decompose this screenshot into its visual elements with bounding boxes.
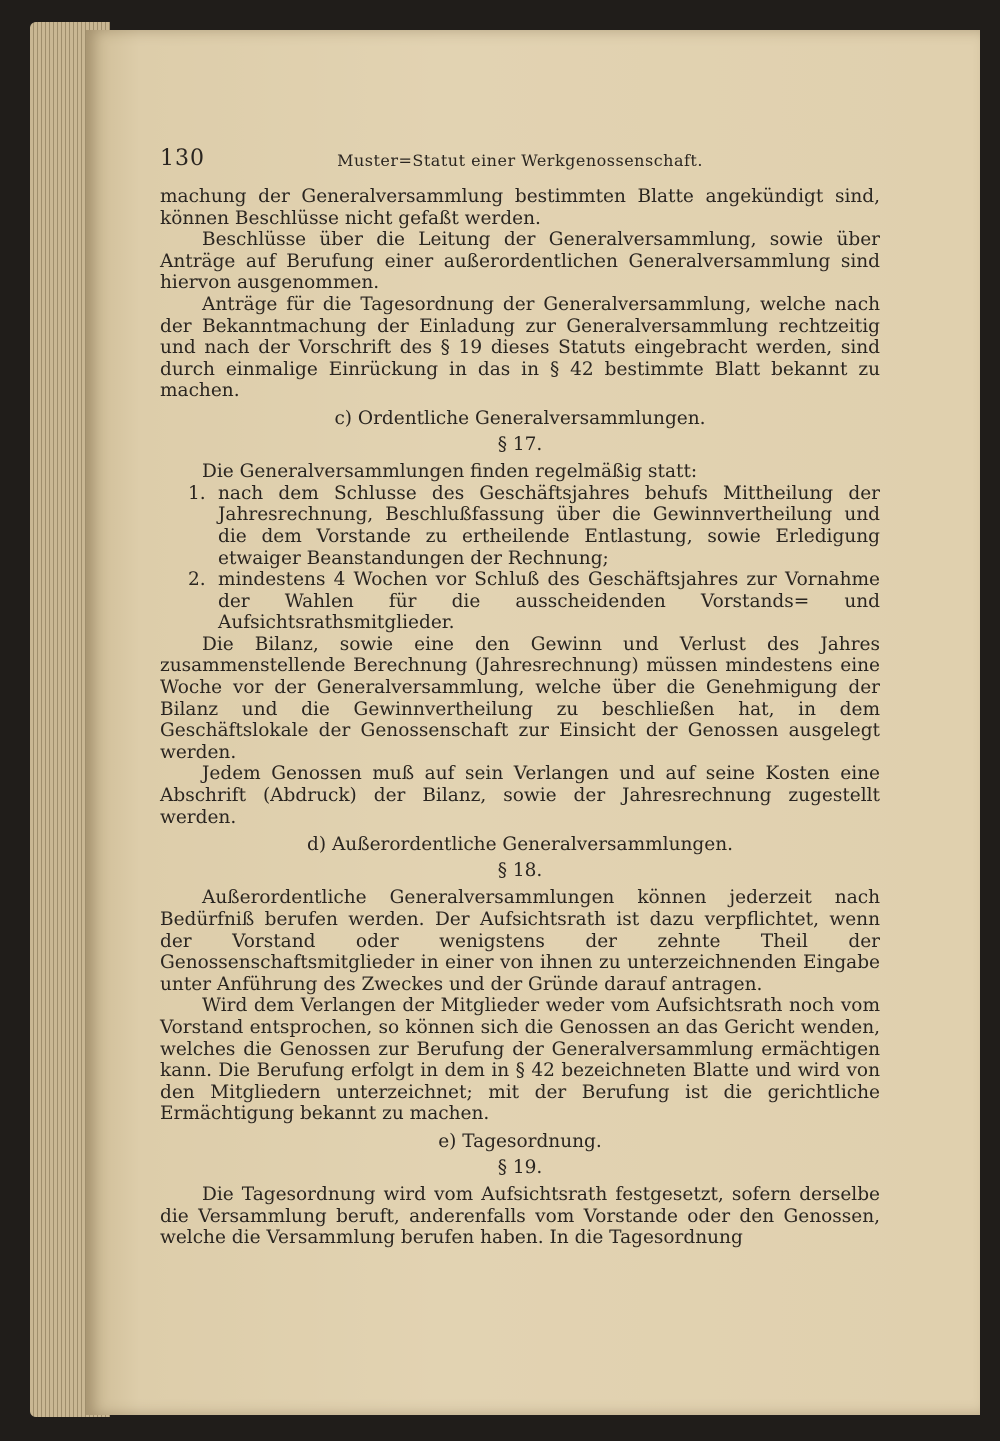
paragraph: Beschlüsse über die Leitung der Generalversammlung, sowie über Anträge auf Berufung einer außerordentlichen Generalversammlung sind hiervon ausgenommen. (160, 229, 880, 294)
subsection-heading-c: c) Ordentliche Generalversammlungen. (334, 407, 706, 429)
list-text: nach dem Schlusse des Geschäftsjahres behufs Mittheilung der Jahresrechnung, Beschlußfassung über die Gewinnvertheilung und die dem Vorstande zu ertheilende Entlastung, sowie Erledigung etwaiger Beanstandungen der Rechnung; (218, 482, 880, 569)
list-text: mindestens 4 Wochen vor Schluß des Geschäftsjahres zur Vornahme der Wahlen für die ausscheidenden Vorstands= und Aufsichtsrathsmitglieder. (218, 569, 880, 634)
page-content (160, 148, 880, 1249)
paragraph: Wird dem Verlangen der Mitglieder weder vom Aufsichtsrath noch vom Vorstand entsprochen, so können sich die Genossen an das Gericht wenden, welches die Genossen zur Berufung der Generalversammlung ermächtigen kann. Die Berufung erfolgt in dem in § 42 bezeichneten Blatte und wird von den Mitgliedern unterzeichnet; mit der Berufung ist die gerichtliche Ermächtigung bekannt zu machen. (160, 995, 880, 1125)
paragraph: Jedem Genossen muß auf sein Verlangen und auf seine Kosten eine Abschrift (Abdruck) der Bilanz, sowie der Jahresrechnung zugestellt werden. (160, 763, 880, 828)
paragraph: Außerordentliche Generalversammlungen können jederzeit nach Bedürfniß berufen werden. Der Aufsichtsrath ist dazu verpflichtet, wenn der Vorstand oder wenigstens der zehnte Theil der Genossenschaftsmitglieder in einer von ihnen zu unterzeichnenden Eingabe unter Anführung des Zweckes und der Gründe darauf antragen. (160, 887, 880, 995)
list-item (160, 569, 880, 634)
paragraph: Anträge für die Tagesordnung der Generalversammlung, welche nach der Bekanntmachung der Einladung zur Generalversammlung rechtzeitig und nach der Vorschrift des § 19 dieses Statuts eingebracht werden, sind durch einmalige Einrückung in das in § 42 bestimmte Blatt bekannt zu machen. (160, 293, 880, 402)
subsection-heading-d: d) Außerordentliche Generalversammlungen. (307, 834, 733, 856)
paragraph: Die Bilanz, sowie eine den Gewinn und Verlust des Jahres zusammenstellende Berechnung (Jahresrechnung) müssen mindestens eine Woche vor der Generalversammlung, welche über die Genehmigung der Bilanz und die Gewinnvertheilung zu beschließen hat, in dem Geschäftslokale der Genossenschaft zur Einsicht der Genossen ausgelegt werden. (160, 633, 880, 763)
page-number: 130 (160, 146, 205, 171)
list-number: 1. (188, 482, 206, 504)
section-number-18: § 18. (497, 859, 543, 881)
section-number-19: § 19. (497, 1156, 543, 1178)
subsection-heading-e: e) Tagesordnung. (438, 1130, 602, 1152)
running-title: Muster=Statut einer Werkgenossenschaft. (337, 151, 703, 170)
running-head (160, 148, 880, 178)
section-number-17: § 17. (497, 433, 543, 455)
list-number: 2. (188, 569, 206, 591)
paragraph: Die Tagesordnung wird vom Aufsichtsrath festgesetzt, sofern derselbe die Versammlung beruft, anderenfalls vom Vorstande oder den Genossen, welche die Versammlung berufen haben. In die Tagesordnung (160, 1184, 880, 1249)
list-item (160, 483, 880, 569)
paragraph: machung der Generalversammlung bestimmten Blatte angekündigt sind, können Beschlüsse nicht gefaßt werden. (160, 186, 880, 229)
paragraph: Die Generalversammlungen finden regelmäßig statt: (202, 461, 698, 483)
